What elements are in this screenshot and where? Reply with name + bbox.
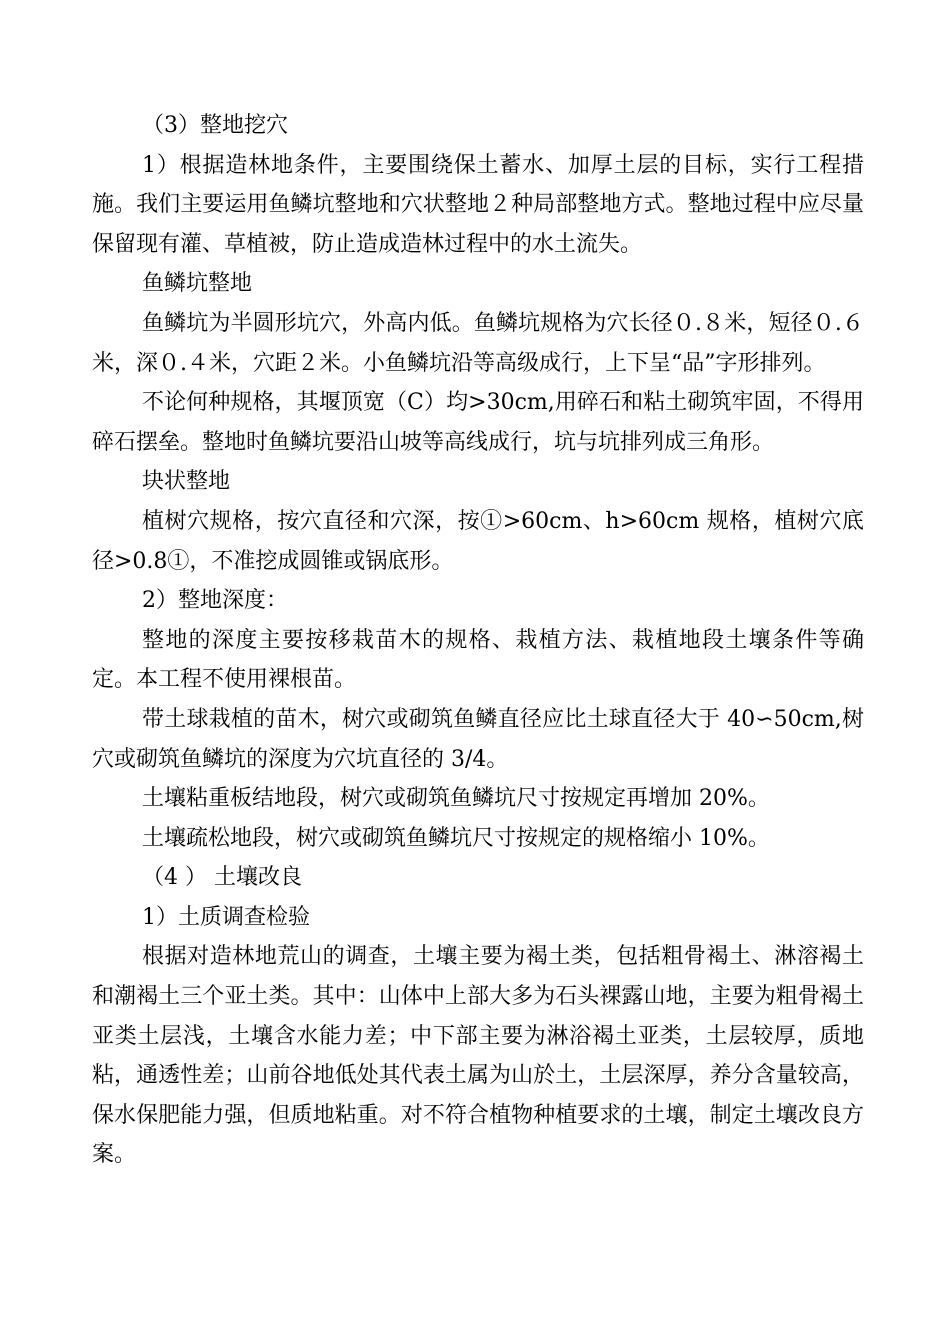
section-heading-3: （3）整地挖穴: [142, 113, 288, 138]
paragraph-depth-basis: 整地的深度主要按移栽苗木的规格、栽植方法、栽植地段土壤条件等确定。本工程不使用裸根苗。: [92, 627, 864, 693]
paragraph-loose-soil: 土壤疏松地段，树穴或砌筑鱼鳞坑尺寸按规定的规格缩小 10%。: [142, 825, 770, 851]
section-heading-4: （4 ） 土壤改良: [142, 865, 302, 891]
paragraph-weir-width: 不论何种规格，其堰顶宽（C）均>30cm,用碎石和粘土砌筑牢固，不得用碎石摆垒。整地时鱼鳞坑要沿山坡等高线成行，坑与坑排列成三角形。: [92, 390, 864, 455]
subheading-fish-scale-pit: 鱼鳞坑整地: [142, 271, 253, 297]
paragraph-soil-survey: 根据对造林地荒山的调查，土壤主要为褐土类，包括粗骨褐土、淋溶褐土和潮褐土三个亚土类。其中：山体中上部大多为石头裸露山地，主要为粗骨褐土亚类土层浅，土壤含水能力差；中下部主要为淋浴褐土亚类，土层较厚，质地粘，通透性差；山前谷地低处其代表土属为山於土，土层深厚，养分含量较高，保水保肥能力强，但质地粘重。对不符合植物种植要求的土壤，制定土壤改良方案。: [92, 944, 864, 1168]
subheading-block-preparation: 块状整地: [142, 469, 231, 495]
paragraph-heavy-soil: 土壤粘重板结地段，树穴或砌筑鱼鳞坑尺寸按规定再增加 20%。: [142, 786, 770, 812]
subheading-soil-survey: 1）土质调查检验: [142, 904, 310, 930]
paragraph-planting-hole-spec: 植树穴规格，按穴直径和穴深，按①>60cm、h>60cm 规格，植树穴底径>0.8①，不准挖成圆锥或锅底形。: [92, 508, 864, 574]
paragraph-soil-ball: 带土球栽植的苗木，树穴或砌筑鱼鳞直径应比土球直径大于 40∽50cm,树穴或砌筑鱼鳞坑的深度为穴坑直径的 3/4。: [92, 706, 864, 772]
document-body: [92, 106, 864, 1175]
paragraph-site-preparation: 1）根据造林地条件，主要围绕保土蓄水、加厚土层的目标，实行工程措施。我们主要运用鱼鳞坑整地和穴状整地２种局部整地方式。整地过程中应尽量保留现有灌、草植被，防止造成造林过程中的水土流失。: [92, 152, 864, 257]
subheading-preparation-depth: 2）整地深度：: [142, 588, 288, 614]
paragraph-fish-scale-spec: 鱼鳞坑为半圆形坑穴，外高内低。鱼鳞坑规格为穴长径０.８米，短径０.６米，深０.４米，穴距２米。小鱼鳞坑沿等高级成行，上下呈“品”字形排列。: [92, 310, 864, 376]
